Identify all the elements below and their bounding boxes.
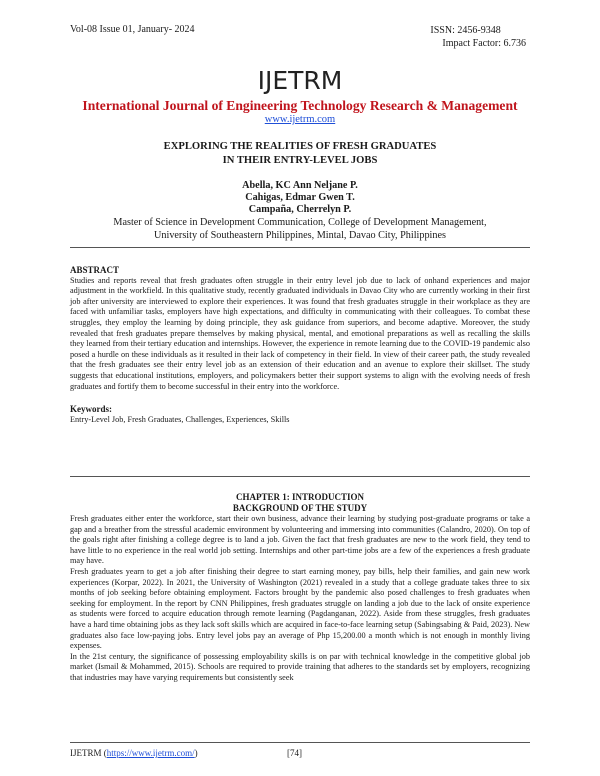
journal-name: International Journal of Engineering Technology Research & Management — [82, 98, 518, 113]
divider — [70, 247, 530, 248]
issn-block — [430, 24, 526, 50]
author-list — [0, 180, 600, 216]
paragraph: Fresh graduates yearn to get a job after finishing their degree to start earning money, pay bills, help their families, and gain new work experiences (Korpar, 2022). In 2021, the University of Washington (2021) revealed in a study that a college graduate takes three to six months of job seeking before obtaining employment. Factors brought by the pandemic also posed challenges to fresh graduates when seeking for employment. In the report by CNN Philippines, fresh graduates struggle on landing a job due to the lack of onsite experience as students were forced to acquire education through remote learning (Pagdanganan, 2022). Aside from these struggles, fresh graduates have a hard time obtaining jobs as they lack soft skills which are acquired in face-to-face learning setup (Sabingsabing & Paid, 2023). New graduates also face low-paying jobs. Entry level jobs pay an average of Php 15,200.00 a month which is not enough in monthly living expenses. — [70, 566, 530, 651]
author: Campaña, Cherrelyn P. — [248, 204, 352, 215]
author: Abella, KC Ann Neljane P. — [242, 180, 358, 191]
volume-issue: Vol-08 Issue 01, January- 2024 — [70, 24, 195, 35]
journal-url-link[interactable]: www.ijetrm.com — [264, 114, 336, 125]
chapter-heading: CHAPTER 1: INTRODUCTION — [235, 492, 364, 502]
affiliation-line-2: University of Southeastern Philippines, Mintal, Davao City, Philippines — [154, 230, 446, 241]
footer-journal-name: IJETRM ( — [70, 748, 107, 758]
author: Cahigas, Edmar Gwen T. — [245, 192, 355, 203]
issn: ISSN: 2456-9348 — [430, 25, 501, 36]
page-number: [74] — [287, 748, 302, 758]
title-line-2: IN THEIR ENTRY-LEVEL JOBS — [222, 155, 378, 166]
introduction-body — [70, 514, 530, 684]
abstract-text: Studies and reports reveal that fresh graduates often struggle in their entry level job due to lack of onhand experiences and major adjustment in the workfield. In this qualitative study, recently graduated individuals in Davao City who are currently working in their first job after university are interviewed to explore their experiences. It was found that fresh graduates struggle in their workplace as they are faced with unfamiliar tasks, employers have high expectations, and difficulty in communicating with their colleagues. To combat these struggles, they employ the learning by doing principle, they ask guidance from superiors, and become adaptive. Moreover, the study revealed that fresh graduates prepare themselves by making physical, mental, and emotional preparations as well as recalling the skills they learned from their tertiary education and internships. However, the experience in remote learning due to the COVID-19 pandemic also posed a hurdle on these individuals as it resulted in their lack of competency in their field. In view of their career path, the study revealed that the fresh graduates see their entry level job as an extension of their education and an avenue to explore their skillset. The study suggests that educational institutions, employers, and policymakers better their support systems to align with the evolving needs of fresh graduates and fortify them to become successful in their entry into the workforce. — [70, 275, 530, 391]
impact-factor: Impact Factor: 6.736 — [442, 38, 526, 49]
keywords-heading: Keywords: — [70, 404, 112, 415]
divider — [70, 476, 530, 477]
paragraph: In the 21st century, the significance of possessing employability skills is on par with technical knowledge in the competitive global job market (Ismail & Mohammed, 2015). Schools are required to provide training that adheres to the standards set by employers, recognizing that industries may have varying requirements but consistently seek — [70, 651, 530, 682]
journal-logo — [0, 68, 600, 94]
footer-divider — [70, 742, 530, 743]
section-subheading: BACKGROUND OF THE STUDY — [232, 503, 368, 513]
paragraph: Fresh graduates either enter the workforce, start their own business, advance their learning by studying post-graduate programs or take a gap and a breather from the stressful academic environment by volunteering and immersing into communities (Calandro, 2020). On top of the goals right after finishing a college degree is to land a job. Given the fact that fresh graduates are new to the work field, they tend to have little to no experience in the real world job setting. Internships and other part-time jobs are a few of the experiences a fresh graduate may have. — [70, 514, 530, 566]
abstract-section — [70, 265, 530, 425]
footer-journal — [70, 748, 198, 758]
affiliation — [0, 216, 600, 242]
logo-text: IJETRM — [257, 66, 343, 95]
title-line-1: EXPLORING THE REALITIES OF FRESH GRADUATES — [163, 141, 437, 152]
footer-url-link[interactable]: https://www.ijetrm.com/ — [106, 748, 195, 758]
affiliation-line-1: Master of Science in Development Communication, College of Development Management, — [113, 217, 487, 228]
abstract-heading: ABSTRACT — [70, 265, 120, 275]
paper-title — [0, 140, 600, 168]
keywords-text: Entry-Level Job, Fresh Graduates, Challenges, Experiences, Skills — [70, 414, 290, 424]
footer-close-paren: ) — [194, 748, 198, 758]
